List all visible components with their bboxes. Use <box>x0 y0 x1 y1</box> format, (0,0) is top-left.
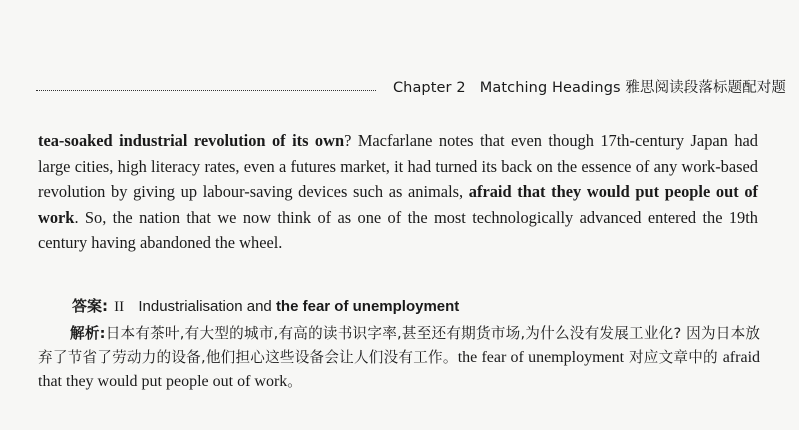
passage-paragraph <box>38 128 758 256</box>
header-text <box>393 76 786 97</box>
analysis-eng1: the fear of unemployment <box>457 349 625 366</box>
answer-line <box>72 295 762 318</box>
answer-label: 答案: <box>72 297 108 315</box>
header-dotted-rule <box>36 90 376 91</box>
analysis-text2: 对应文章中的 <box>624 349 723 366</box>
chapter-label: Chapter 2 <box>392 80 466 96</box>
passage-part2: . So, the nation that we now think of as one of the most technologically advanced entered the 19th century having abandoned the wheel. <box>38 207 758 253</box>
passage-mid-bold: afraid that they would put people out of work <box>38 182 759 227</box>
running-header <box>36 74 786 100</box>
analysis-eng2: afraid that they would put people out of work <box>38 349 761 390</box>
passage-lead-bold: tea-soaked industrial revolution of its own <box>38 131 345 150</box>
passage-part1: ? Macfarlane notes that even though 17th-century Japan had large cities, high literacy rates, even a futures market, it had turned its back on the essence of any work-based revolution by giving up labour-saving devices such as animals, <box>38 131 758 202</box>
answer-numeral: II <box>114 299 125 315</box>
chinese-title: 雅思阅读段落标题配对题 <box>625 80 786 96</box>
answer-heading-plain: Industrialisation and <box>138 298 276 315</box>
analysis-label: 解析: <box>70 325 106 342</box>
analysis-text1: 日本有茶叶,有大型的城市,有高的读书识字率,甚至还有期货市场,为什么没有发展工业化? 因为日本放弃了节省了劳动力的设备,他们担心这些设备会让人们没有工作。 <box>38 325 760 366</box>
answer-heading-bold: the fear of unemployment <box>275 298 460 315</box>
analysis-paragraph <box>38 322 760 394</box>
section-label: Matching Headings <box>479 80 621 96</box>
analysis-end: 。 <box>287 373 302 390</box>
